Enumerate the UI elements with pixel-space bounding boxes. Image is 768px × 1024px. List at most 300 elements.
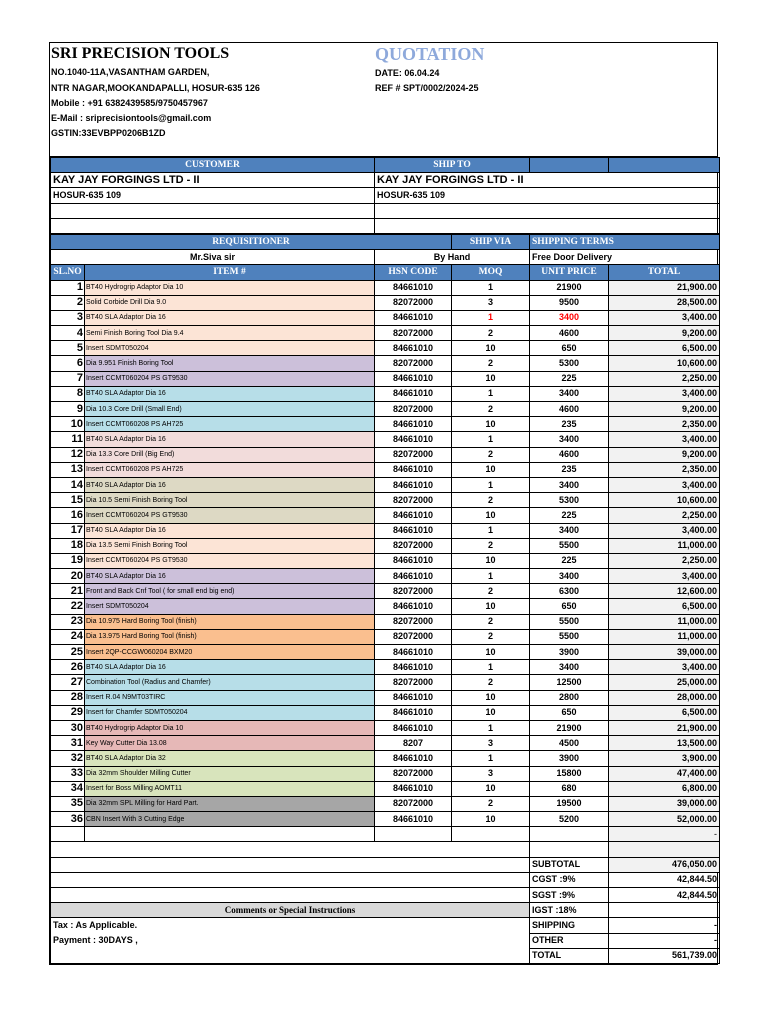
item-moq: 10 [452,462,530,477]
item-moq: 10 [452,417,530,432]
cgst-row [51,872,720,887]
sgst-label: SGST :9% [530,888,609,903]
item-slno: 23 [51,614,85,629]
item-moq: 1 [452,720,530,735]
item-total: 6,500.00 [609,341,720,356]
table-row [51,812,720,827]
item-total: 39,000.00 [609,645,720,660]
item-hsn: 82072000 [375,675,452,690]
table-row [51,660,720,675]
item-slno: 21 [51,584,85,599]
item-unit-price: 3400 [530,569,609,584]
item-description: BT40 SLA Adaptor Dia 16 [85,523,375,538]
item-unit-price: 2800 [530,690,609,705]
item-unit-price: 6300 [530,584,609,599]
item-moq: 1 [452,477,530,492]
item-hsn: 84661010 [375,280,452,295]
table-row [51,477,720,492]
item-description: Insert R.04 N9MT03TIRC [85,690,375,705]
item-unit-price: 650 [530,341,609,356]
item-hsn: 82072000 [375,356,452,371]
igst-label: IGST :18% [530,903,609,918]
item-total: 3,400.00 [609,660,720,675]
cgst-value: 42,844.50 [609,872,720,887]
item-unit-price: 680 [530,781,609,796]
item-slno: 6 [51,356,85,371]
item-slno: 25 [51,645,85,660]
item-unit-price: 4600 [530,447,609,462]
item-moq: 2 [452,493,530,508]
item-slno: 26 [51,660,85,675]
items-table [50,234,720,964]
item-slno: 19 [51,553,85,568]
shipping-terms-header: SHIPPING TERMS [530,234,720,249]
item-slno: 13 [51,462,85,477]
table-row [51,402,720,417]
customer-city: HOSUR-635 109 [51,188,375,203]
subtotal-value: 476,050.00 [609,857,720,872]
header-block [50,43,717,157]
item-hsn: 84661010 [375,569,452,584]
item-description: Insert 2QP-CCGW060204 BXM20 [85,645,375,660]
item-unit-price: 650 [530,705,609,720]
item-description: Dia 32mm Shoulder Milling Cutter [85,766,375,781]
item-unit-price: 3400 [530,386,609,401]
item-total: 11,000.00 [609,538,720,553]
item-unit-price: 650 [530,599,609,614]
item-slno: 24 [51,629,85,644]
company-mobile: Mobile : +91 6382439585/9750457967 [51,98,208,108]
requisition-values-row [51,250,720,265]
item-description: Insert for Boss Milling AOMT11 [85,781,375,796]
item-slno: 27 [51,675,85,690]
item-hsn: 84661010 [375,371,452,386]
col-total: TOTAL [609,265,720,280]
address-table [50,157,720,234]
item-slno: 15 [51,493,85,508]
table-row [51,523,720,538]
item-hsn: 84661010 [375,386,452,401]
other-label: OTHER [530,933,609,948]
item-total: 9,200.00 [609,402,720,417]
item-total: 9,200.00 [609,326,720,341]
grand-total-row [51,948,720,963]
item-slno: 1 [51,280,85,295]
item-moq: 10 [452,553,530,568]
shipping-terms-value: Free Door Delivery [530,250,720,265]
item-slno: 18 [51,538,85,553]
item-total: 11,000.00 [609,629,720,644]
table-row [51,645,720,660]
item-total: 2,250.00 [609,553,720,568]
item-hsn: 84661010 [375,462,452,477]
ship-via-header: SHIP VIA [452,234,530,249]
item-description: BT40 Hydrogrip Adaptor Dia 10 [85,720,375,735]
item-moq: 1 [452,310,530,325]
col-item: ITEM # [85,265,375,280]
customer-header: CUSTOMER [51,158,375,173]
item-moq: 2 [452,402,530,417]
item-unit-price: 4600 [530,402,609,417]
item-hsn: 84661010 [375,508,452,523]
table-row [51,796,720,811]
item-hsn: 84661010 [375,645,452,660]
item-total: 6,800.00 [609,781,720,796]
grand-total-label: TOTAL [530,948,609,963]
table-row [51,310,720,325]
item-unit-price: 21900 [530,720,609,735]
item-total: 3,900.00 [609,751,720,766]
item-moq: 3 [452,736,530,751]
item-moq: 1 [452,432,530,447]
item-description: BT40 SLA Adaptor Dia 16 [85,310,375,325]
item-slno: 22 [51,599,85,614]
item-slno: 8 [51,386,85,401]
item-total: 28,000.00 [609,690,720,705]
item-moq: 3 [452,766,530,781]
item-moq: 2 [452,796,530,811]
table-row [51,280,720,295]
item-hsn: 84661010 [375,432,452,447]
table-row [51,705,720,720]
item-moq: 10 [452,371,530,386]
item-total: 47,400.00 [609,766,720,781]
item-unit-price: 4500 [530,736,609,751]
item-hsn: 84661010 [375,599,452,614]
item-slno: 10 [51,417,85,432]
item-slno: 35 [51,796,85,811]
item-total: 10,600.00 [609,493,720,508]
item-total: 21,900.00 [609,720,720,735]
item-hsn: 84661010 [375,812,452,827]
blank-row-total: - [609,827,720,842]
item-unit-price: 5500 [530,538,609,553]
item-unit-price: 3900 [530,645,609,660]
table-row [51,569,720,584]
column-header-row [51,265,720,280]
item-moq: 10 [452,508,530,523]
item-description: Dia 13.3 Core Drill (Big End) [85,447,375,462]
table-row [51,538,720,553]
item-description: Insert CCMT060204 PS GT9530 [85,553,375,568]
col-hsn: HSN CODE [375,265,452,280]
item-moq: 1 [452,569,530,584]
sgst-row [51,888,720,903]
table-row [51,584,720,599]
subtotal-label: SUBTOTAL [530,857,609,872]
item-unit-price: 3400 [530,523,609,538]
table-row [51,326,720,341]
item-total: 25,000.00 [609,675,720,690]
item-unit-price: 225 [530,553,609,568]
item-slno: 11 [51,432,85,447]
item-hsn: 82072000 [375,402,452,417]
item-unit-price: 3900 [530,751,609,766]
item-unit-price: 19500 [530,796,609,811]
item-unit-price: 235 [530,462,609,477]
comment-tax: Tax : As Applicable. [51,918,530,933]
item-hsn: 84661010 [375,341,452,356]
table-row [51,493,720,508]
item-unit-price: 5300 [530,493,609,508]
item-slno: 33 [51,766,85,781]
item-total: 39,000.00 [609,796,720,811]
table-row [51,766,720,781]
item-unit-price: 9500 [530,295,609,310]
item-hsn: 82072000 [375,538,452,553]
item-slno: 28 [51,690,85,705]
item-total: 3,400.00 [609,477,720,492]
table-row [51,736,720,751]
item-hsn: 84661010 [375,781,452,796]
item-unit-price: 225 [530,508,609,523]
item-moq: 2 [452,614,530,629]
item-hsn: 82072000 [375,447,452,462]
quotation-title: QUOTATION [375,44,485,64]
item-total: 21,900.00 [609,280,720,295]
sgst-value: 42,844.50 [609,888,720,903]
table-row [51,751,720,766]
item-hsn: 84661010 [375,417,452,432]
item-moq: 1 [452,386,530,401]
item-moq: 10 [452,705,530,720]
item-hsn: 84661010 [375,477,452,492]
item-description: Dia 9.951 Finish Boring Tool [85,356,375,371]
table-row [51,462,720,477]
item-total: 9,200.00 [609,447,720,462]
item-hsn: 82072000 [375,295,452,310]
item-hsn: 82072000 [375,493,452,508]
item-description: Insert for Chamfer SDMT050204 [85,705,375,720]
table-row [51,614,720,629]
item-hsn: 82072000 [375,584,452,599]
item-description: Front and Back Cnf Tool ( for small end big end) [85,584,375,599]
item-slno: 32 [51,751,85,766]
item-unit-price: 3400 [530,310,609,325]
item-rows [51,280,720,827]
table-row [51,508,720,523]
item-moq: 2 [452,584,530,599]
col-slno: SL.NO [51,265,85,280]
item-hsn: 84661010 [375,705,452,720]
table-row [51,341,720,356]
cgst-label: CGST :9% [530,872,609,887]
item-slno: 14 [51,477,85,492]
item-description: Key Way Cutter Dia 13.08 [85,736,375,751]
item-unit-price: 21900 [530,280,609,295]
item-total: 11,000.00 [609,614,720,629]
company-email: E-Mail : sriprecisiontools@gmail.com [51,113,212,123]
item-slno: 16 [51,508,85,523]
item-total: 3,400.00 [609,310,720,325]
col-moq: MOQ [452,265,530,280]
item-total: 28,500.00 [609,295,720,310]
table-row [51,553,720,568]
item-hsn: 84661010 [375,690,452,705]
company-address-line1: NO.1040-11A,VASANTHAM GARDEN, [51,67,210,77]
item-description: CBN Insert With 3 Cutting Edge [85,812,375,827]
item-slno: 5 [51,341,85,356]
item-description: Dia 10.3 Core Drill (Small End) [85,402,375,417]
item-description: Semi Finish Boring Tool Dia 9.4 [85,326,375,341]
comment-payment: Payment : 30DAYS , [51,933,530,948]
item-slno: 2 [51,295,85,310]
shipto-city: HOSUR-635 109 [375,188,720,203]
item-hsn: 84661010 [375,523,452,538]
item-moq: 2 [452,629,530,644]
item-description: Solid Corbide Drill Dia 9.0 [85,295,375,310]
table-row [51,781,720,796]
table-row [51,447,720,462]
requisitioner-header: REQUISITIONER [51,234,452,249]
item-unit-price: 5300 [530,356,609,371]
item-total: 3,400.00 [609,523,720,538]
item-total: 2,350.00 [609,417,720,432]
grand-total-value: 561,739.00 [609,948,720,963]
table-row [51,675,720,690]
item-slno: 17 [51,523,85,538]
item-unit-price: 5500 [530,614,609,629]
item-hsn: 84661010 [375,553,452,568]
item-slno: 7 [51,371,85,386]
subtotal-row [51,857,720,872]
item-total: 3,400.00 [609,432,720,447]
item-moq: 10 [452,599,530,614]
item-total: 52,000.00 [609,812,720,827]
item-total: 10,600.00 [609,356,720,371]
item-unit-price: 235 [530,417,609,432]
table-row [51,356,720,371]
item-moq: 3 [452,295,530,310]
item-description: BT40 SLA Adaptor Dia 16 [85,386,375,401]
item-moq: 10 [452,812,530,827]
item-unit-price: 5500 [530,629,609,644]
item-description: BT40 SLA Adaptor Dia 16 [85,569,375,584]
table-row [51,417,720,432]
item-total: 3,400.00 [609,386,720,401]
item-description: BT40 SLA Adaptor Dia 16 [85,477,375,492]
quotation-sheet [49,42,718,965]
item-unit-price: 3400 [530,660,609,675]
item-description: Insert SDMT050204 [85,599,375,614]
item-slno: 3 [51,310,85,325]
comments-title: Comments or Special Instructions [51,903,530,918]
item-slno: 36 [51,812,85,827]
col-unit-price: UNIT PRICE [530,265,609,280]
item-unit-price: 15800 [530,766,609,781]
table-row [51,386,720,401]
item-unit-price: 3400 [530,432,609,447]
item-slno: 29 [51,705,85,720]
shipping-row [51,918,720,933]
item-description: BT40 SLA Adaptor Dia 16 [85,660,375,675]
item-description: Insert CCMT060204 PS GT9530 [85,508,375,523]
item-slno: 30 [51,720,85,735]
requisition-header-row [51,234,720,249]
shipto-name: KAY JAY FORGINGS LTD - II [375,173,720,188]
table-row [51,720,720,735]
item-total: 13,500.00 [609,736,720,751]
item-hsn: 84661010 [375,751,452,766]
item-hsn: 84661010 [375,720,452,735]
table-row [51,690,720,705]
quotation-ref: REF # SPT/0002/2024-25 [375,83,479,93]
shipping-value: - [609,918,720,933]
requisitioner-value: Mr.Siva sir [51,250,375,265]
other-value: - [609,933,720,948]
item-moq: 1 [452,751,530,766]
item-unit-price: 225 [530,371,609,386]
item-slno: 4 [51,326,85,341]
item-slno: 20 [51,569,85,584]
item-moq: 2 [452,675,530,690]
item-moq: 1 [452,280,530,295]
item-hsn: 82072000 [375,614,452,629]
item-slno: 12 [51,447,85,462]
blank-row [51,827,720,842]
item-hsn: 8207 [375,736,452,751]
item-hsn: 82072000 [375,796,452,811]
item-description: Insert CCMT060204 PS GT9530 [85,371,375,386]
shipto-header: SHIP TO [375,158,530,173]
item-slno: 9 [51,402,85,417]
shipping-label: SHIPPING [530,918,609,933]
item-hsn: 82072000 [375,326,452,341]
table-row [51,629,720,644]
item-unit-price: 4600 [530,326,609,341]
customer-name: KAY JAY FORGINGS LTD - II [51,173,375,188]
table-row [51,432,720,447]
item-hsn: 84661010 [375,660,452,675]
item-hsn: 84661010 [375,310,452,325]
item-description: Dia 13.975 Hard Boring Tool (finish) [85,629,375,644]
item-total: 3,400.00 [609,569,720,584]
company-address-line2: NTR NAGAR,MOOKANDAPALLI, HOSUR-635 126 [51,83,260,93]
item-description: Insert CCMT060208 PS AH725 [85,417,375,432]
item-hsn: 82072000 [375,766,452,781]
item-total: 2,250.00 [609,371,720,386]
item-moq: 10 [452,690,530,705]
item-slno: 34 [51,781,85,796]
quotation-date: DATE: 06.04.24 [375,68,440,78]
item-unit-price: 3400 [530,477,609,492]
item-hsn: 82072000 [375,629,452,644]
item-moq: 10 [452,341,530,356]
item-description: Insert SDMT050204 [85,341,375,356]
item-total: 6,500.00 [609,599,720,614]
item-total: 12,600.00 [609,584,720,599]
item-description: Dia 32mm SPL Milling for Hard Part. [85,796,375,811]
address-header-row [51,158,720,173]
item-description: BT40 SLA Adaptor Dia 32 [85,751,375,766]
item-description: Dia 10.975 Hard Boring Tool (finish) [85,614,375,629]
igst-row [51,903,720,918]
item-moq: 2 [452,538,530,553]
item-unit-price: 5200 [530,812,609,827]
table-row [51,295,720,310]
item-total: 6,500.00 [609,705,720,720]
item-moq: 10 [452,781,530,796]
item-description: Dia 13.5 Semi Finish Boring Tool [85,538,375,553]
item-moq: 2 [452,447,530,462]
table-row [51,371,720,386]
item-slno: 31 [51,736,85,751]
item-description: Combination Tool (Radius and Chamfer) [85,675,375,690]
company-name: SRI PRECISION TOOLS [51,45,230,62]
item-description: Insert CCMT060208 PS AH725 [85,462,375,477]
ship-via-value: By Hand [375,250,530,265]
company-gstin: GSTIN:33EVBPP0206B1ZD [51,128,166,138]
